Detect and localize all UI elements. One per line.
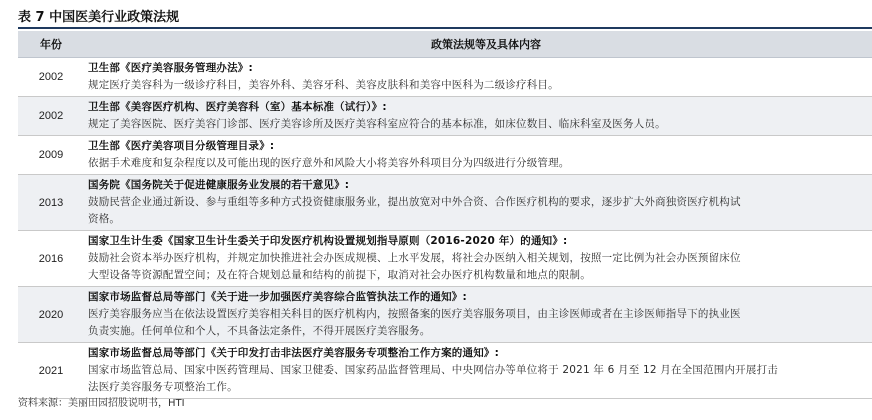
year-cell: 2016 [18, 231, 84, 287]
policy-description-line: 大型设备等资源配置空间；及在符合规划总量和结构的前提下，取消对社会办医疗机构数量和地点的限制。 [88, 269, 591, 281]
year-cell: 2009 [18, 136, 84, 175]
policy-title: 国务院《国务院关于促进健康服务业发展的若干意见》: [88, 179, 350, 191]
policy-description-line: 医疗美容服务应当在依法设置医疗美容相关科目的医疗机构内，按照备案的医疗美容服务项目，由主诊医师或者在主诊医师指导下的执业医 [88, 308, 741, 320]
policy-cell [84, 287, 872, 343]
year-cell: 2021 [18, 343, 84, 399]
policy-description-line: 规定医疗美容科为一级诊疗科目，美容外科、美容牙科、美容皮肤科和美容中医科为二级诊疗科目。 [88, 79, 559, 91]
title-divider [18, 27, 872, 29]
policy-title: 国家市场监督总局等部门《关于印发打击非法医疗美容服务专项整治工作方案的通知》: [88, 347, 499, 359]
table-row [18, 287, 872, 343]
policy-description-line: 国家市场监管总局、国家中医药管理局、国家卫健委、国家药品监督管理局、中央网信办等单位将于 2021 年 6 月至 12 月在全国范围内开展打击 [88, 364, 778, 376]
policy-cell [84, 231, 872, 287]
year-cell: 2013 [18, 175, 84, 231]
table-row [18, 231, 872, 287]
policy-title: 国家市场监督总局等部门《关于进一步加强医疗美容综合监管执法工作的通知》: [88, 291, 467, 303]
policy-title: 国家卫生计生委《国家卫生计生委关于印发医疗机构设置规划指导原则（2016-2020 年）的通知》: [88, 235, 568, 247]
policy-cell [84, 58, 872, 97]
policy-title: 卫生部《医疗美容服务管理办法》: [88, 62, 253, 74]
policy-cell [84, 136, 872, 175]
policy-content [84, 136, 872, 174]
policy-content [84, 287, 872, 342]
policy-description-line: 鼓励社会资本举办医疗机构，并规定加快推进社会办医成规模、上水平发展，将社会办医纳入相关规划，按照一定比例为社会办医预留床位 [88, 252, 741, 264]
year-cell: 2002 [18, 97, 84, 136]
table-row [18, 136, 872, 175]
policy-description-line: 资格。 [88, 213, 121, 225]
policy-title: 卫生部《美容医疗机构、医疗美容科（室）基本标准（试行）》: [88, 101, 387, 113]
policy-description-line: 法医疗美容服务专项整治工作。 [88, 381, 238, 393]
policy-content [84, 175, 872, 230]
year-cell: 2020 [18, 287, 84, 343]
policy-description-line: 负责实施。任何单位和个人，不具备法定条件，不得开展医疗美容服务。 [88, 325, 431, 337]
table-row [18, 58, 872, 97]
policy-cell [84, 97, 872, 136]
policy-content [84, 231, 872, 286]
policy-description-line: 鼓励民营企业通过新设、参与重组等多种方式投资健康服务业，提出放宽对中外合资、合作医疗机构的要求，逐步扩大外商独资医疗机构试 [88, 196, 741, 208]
content-column-header: 政策法规等及具体内容 [84, 31, 872, 58]
table-title: 表 7 中国医美行业政策法规 [18, 10, 180, 25]
table-row [18, 97, 872, 136]
source-note: 资料来源：美丽田园招股说明书，HTI [18, 398, 185, 409]
table-body [18, 58, 872, 399]
policy-description-line: 规定了美容医院、医疗美容门诊部、医疗美容诊所及医疗美容科室应符合的基本标准，如床位数目、临床科室及医务人员。 [88, 118, 666, 130]
policy-content [84, 58, 872, 96]
policy-content [84, 343, 872, 398]
policy-content [84, 97, 872, 135]
year-column-header: 年份 [18, 31, 84, 58]
policy-title: 卫生部《医疗美容项目分级管理目录》: [88, 140, 275, 152]
policy-table [18, 31, 872, 399]
year-cell: 2002 [18, 58, 84, 97]
policy-cell [84, 175, 872, 231]
table-header-row [18, 31, 872, 58]
policy-cell [84, 343, 872, 399]
table-row [18, 175, 872, 231]
table-row [18, 343, 872, 399]
policy-description-line: 依据手术难度和复杂程度以及可能出现的医疗意外和风险大小将美容外科项目分为四级进行分级管理。 [88, 157, 570, 169]
